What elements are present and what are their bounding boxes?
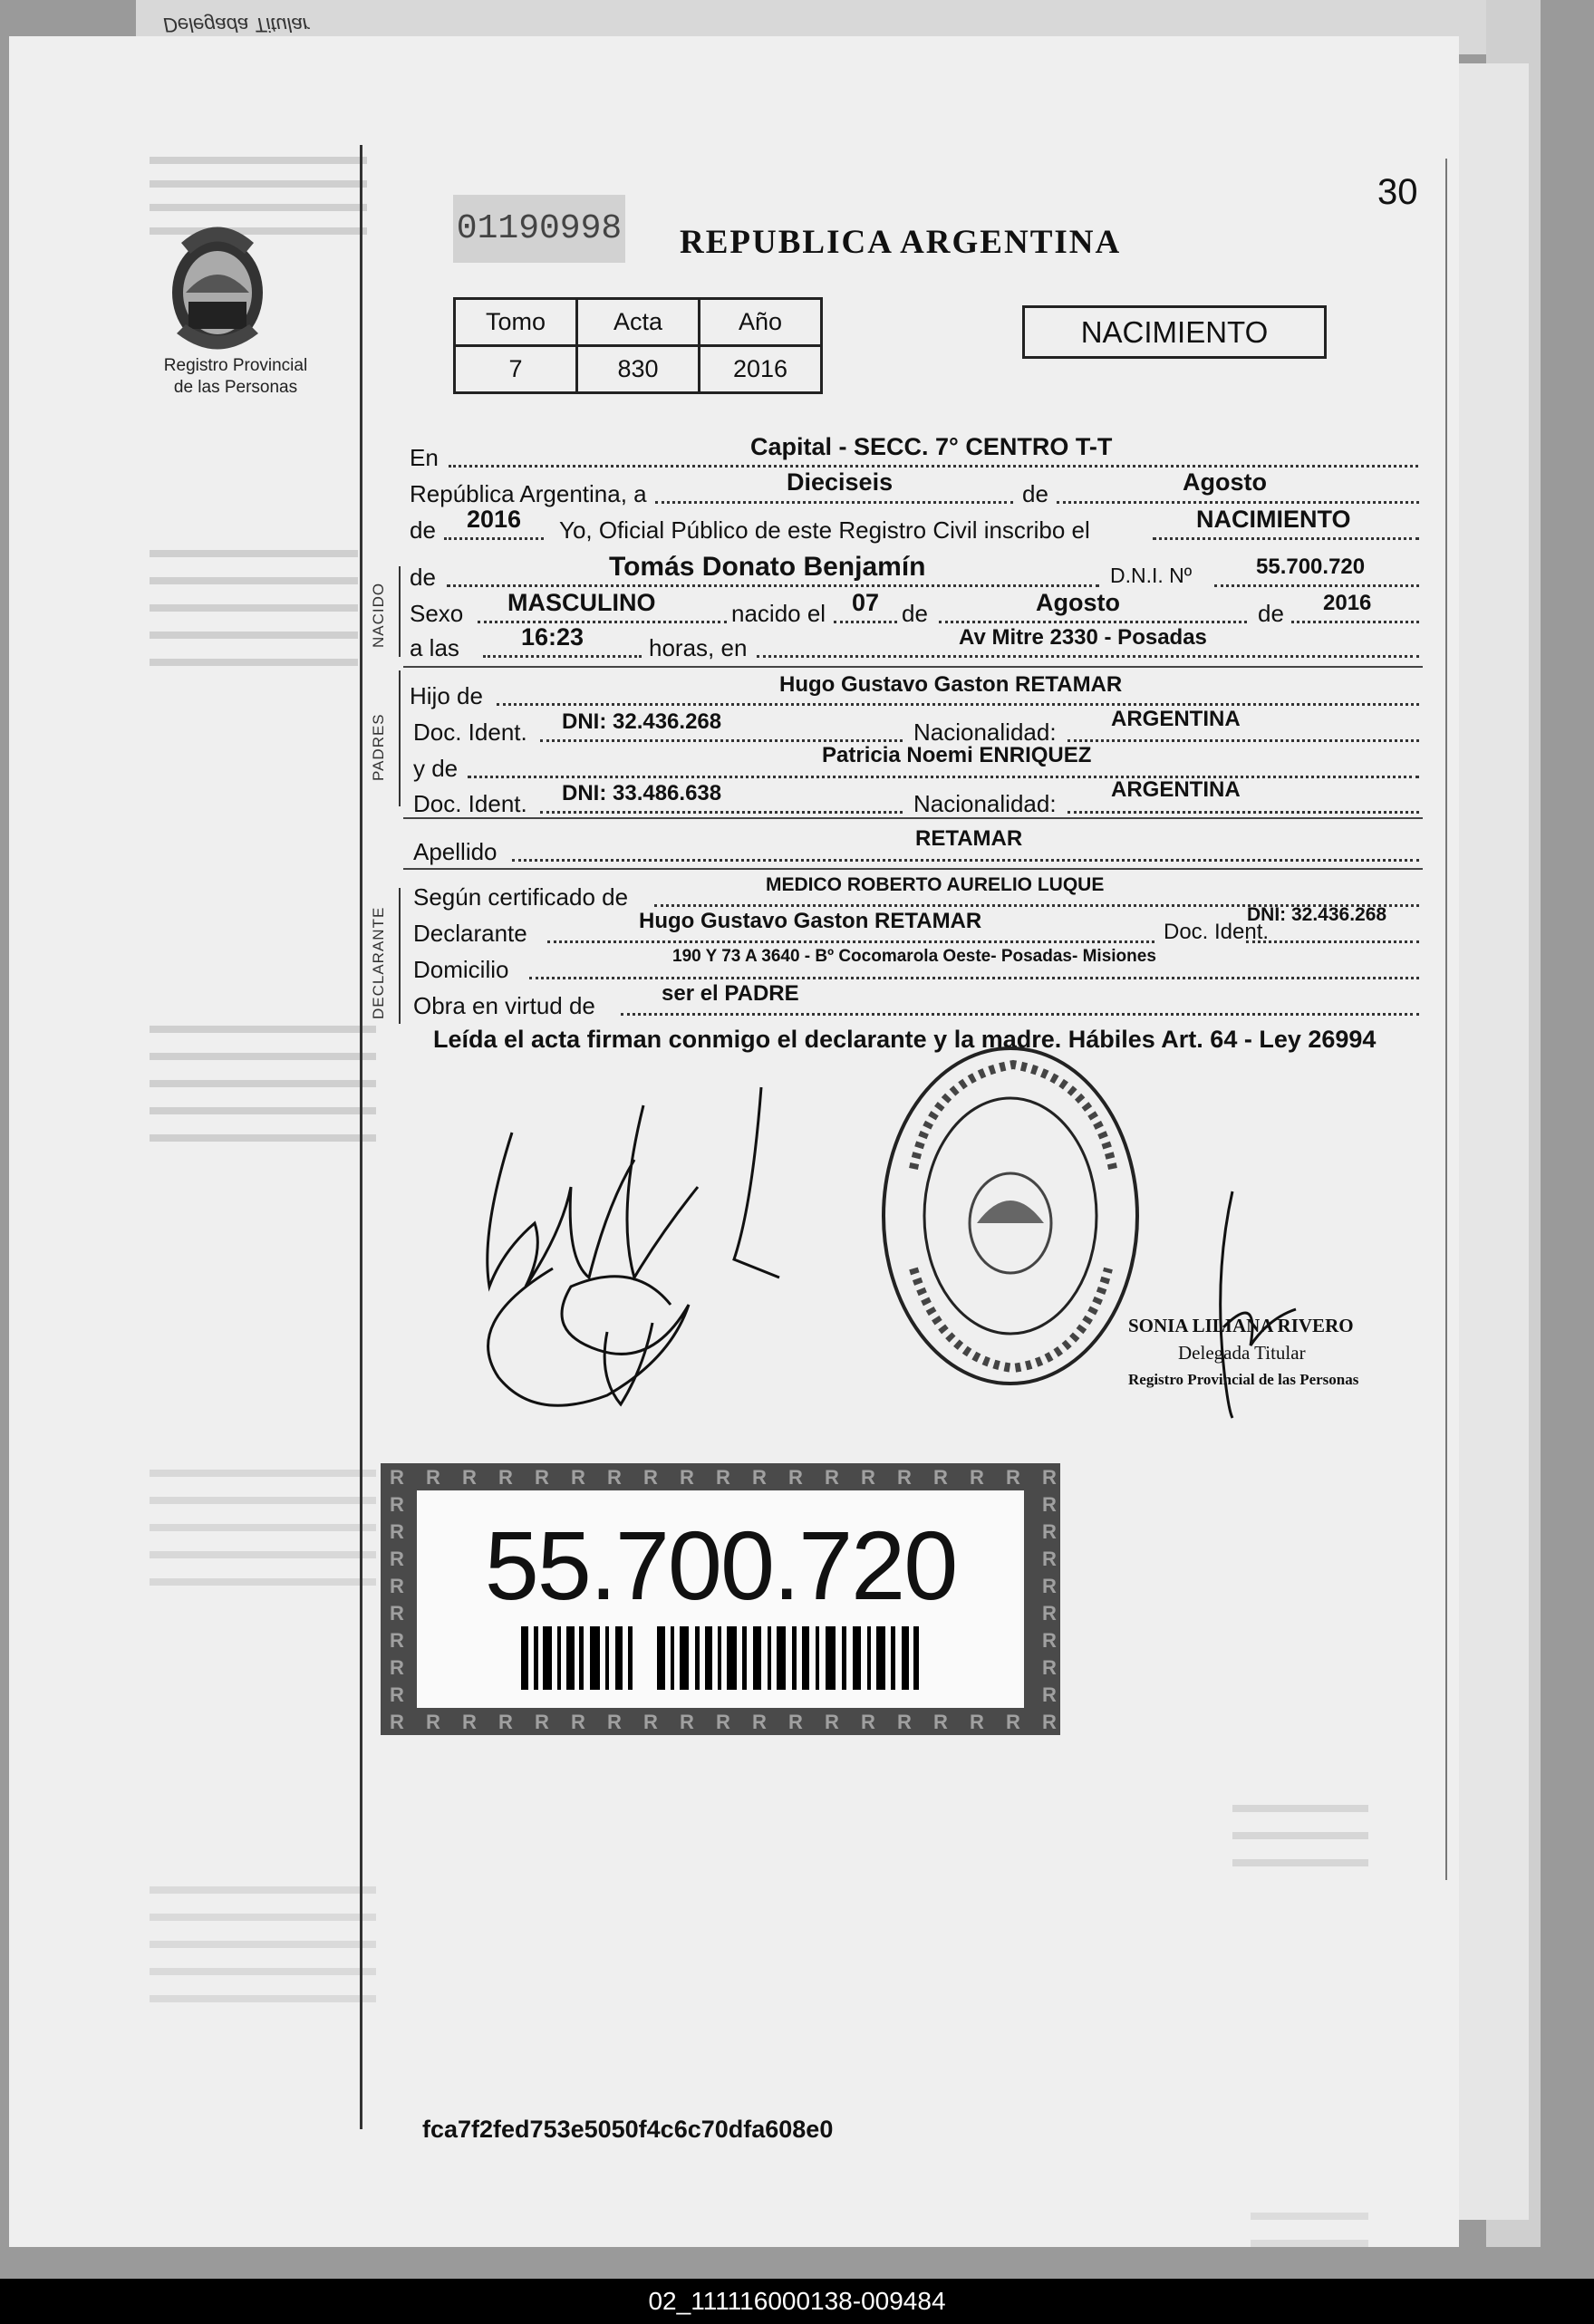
id-number: 55.700.720 — [484, 1510, 957, 1620]
nacido-year: 2016 — [1323, 591, 1372, 615]
en-value: Capital - SECC. 7° CENTRO T-T — [750, 433, 1113, 460]
official-name: SONIA LILIANA RIVERO — [1128, 1315, 1354, 1336]
year-value: 2016 — [467, 506, 522, 533]
official-org: Registro Provincial de las Personas — [1128, 1371, 1359, 1388]
dotted-line — [621, 1013, 1419, 1016]
dotted-line — [1057, 501, 1419, 504]
madre-value: Patricia Noemi ENRIQUEZ — [822, 743, 1092, 767]
doc3-label: Doc. Ident. — [1164, 920, 1270, 944]
section-rule — [399, 566, 401, 657]
table-cell-acta: 830 — [577, 346, 700, 393]
sexo-value: MASCULINO — [507, 589, 656, 616]
mirrored-header-text: Delegada Titular — [163, 14, 310, 36]
dni-label: D.N.I. Nº — [1110, 564, 1193, 587]
dotted-line — [547, 940, 1154, 943]
en-label: En — [410, 444, 439, 471]
page-stack-edge — [1450, 63, 1529, 2220]
nacido-label: nacido el — [731, 600, 826, 627]
closing-statement: Leída el acta firman conmigo el declarante y la madre. Hábiles Art. 64 - Ley 26994 — [433, 1026, 1377, 1053]
misiones-coat-of-arms-icon — [163, 207, 272, 361]
apellido-value: RETAMAR — [915, 826, 1023, 851]
dotted-line — [512, 859, 1419, 862]
child-name-value: Tomás Donato Benjamín — [609, 552, 926, 582]
doc-label: Doc. Ident. — [413, 718, 527, 746]
padre-value: Hugo Gustavo Gaston RETAMAR — [779, 672, 1123, 697]
declarante-value: Hugo Gustavo Gaston RETAMAR — [639, 909, 982, 933]
bleed-through — [150, 1006, 376, 1142]
bleed-through — [150, 1866, 376, 2002]
separator — [403, 666, 1423, 668]
alas-label: a las — [410, 634, 459, 661]
table-header: Año — [700, 299, 822, 346]
id-barcode-label — [381, 1463, 1060, 1735]
label-white-area — [417, 1490, 1024, 1708]
registry-caption: Registro Provincial de las Personas — [163, 356, 308, 397]
padre-doc: DNI: 32.436.268 — [562, 709, 722, 734]
nacido-month: Agosto — [1036, 589, 1120, 616]
sexo-label: Sexo — [410, 600, 464, 627]
nac-label: Nacionalidad: — [913, 718, 1057, 746]
segun-label: Según certificado de — [413, 883, 629, 911]
serial-number: 01190998 — [453, 195, 625, 263]
obra-value: ser el PADRE — [662, 981, 799, 1006]
doc2-label: Doc. Ident. — [413, 790, 527, 817]
dni-value: 55.700.720 — [1256, 554, 1366, 579]
bleed-through — [150, 1450, 376, 1586]
oficial-label: Yo, Oficial Público de este Registro Civil inscribo el — [559, 516, 1090, 544]
republica-label: República Argentina, a — [410, 480, 647, 507]
domicilio-label: Domicilio — [413, 956, 509, 983]
apellido-label: Apellido — [413, 838, 498, 865]
dotted-line — [1067, 739, 1419, 742]
official-block — [1128, 1312, 1358, 1393]
de3-label: de — [410, 564, 436, 591]
certificado-value: MEDICO ROBERTO AURELIO LUQUE — [766, 874, 1105, 895]
nac2-label: Nacionalidad: — [913, 790, 1057, 817]
side-label-declarante: DECLARANTE — [370, 906, 387, 1019]
dotted-line — [655, 501, 1013, 504]
official-role: Delegada Titular — [1178, 1342, 1306, 1364]
footer-id-bar — [0, 2279, 1594, 2324]
section-rule — [399, 670, 401, 806]
dotted-line — [447, 584, 1099, 587]
bleed-through — [1232, 1785, 1368, 1885]
separator — [403, 868, 1423, 870]
dotted-line — [540, 739, 903, 742]
dotted-line — [1067, 811, 1419, 814]
de-label: de — [1022, 480, 1048, 507]
month-value: Agosto — [1183, 468, 1267, 496]
table-cell-anio: 2016 — [700, 346, 822, 393]
dotted-line — [449, 465, 1418, 468]
day-value: Dieciseis — [787, 468, 894, 496]
dotted-line — [483, 655, 642, 658]
register-table — [453, 297, 823, 394]
document-title: REPUBLICA ARGENTINA — [680, 224, 1122, 261]
dotted-line — [757, 655, 1419, 658]
horas-label: horas, en — [649, 634, 748, 661]
bleed-through — [150, 530, 358, 666]
separator — [403, 817, 1423, 819]
dotted-line — [939, 621, 1247, 623]
declarante-doc: DNI: 32.436.268 — [1247, 904, 1387, 925]
act-type-box: NACIMIENTO — [1022, 305, 1327, 359]
domicilio-value: 190 Y 73 A 3640 - Bº Cocomarola Oeste- Posadas- Misiones — [672, 947, 1156, 966]
inscribo-value: NACIMIENTO — [1196, 506, 1351, 533]
signatures-graphic — [462, 1051, 807, 1450]
madre-doc: DNI: 33.486.638 — [562, 781, 722, 805]
dotted-line — [1246, 940, 1419, 943]
dotted-line — [1214, 584, 1419, 587]
official-stamp-icon — [877, 1042, 1145, 1391]
hora-value: 16:23 — [521, 623, 584, 651]
padre-nac: ARGENTINA — [1111, 707, 1241, 731]
lugar-value: Av Mitre 2330 - Posadas — [959, 625, 1207, 650]
nacido-day: 07 — [852, 589, 880, 616]
left-margin-line — [360, 145, 362, 2129]
right-margin-line — [1445, 159, 1447, 1880]
de4-label: de — [902, 600, 928, 627]
dotted-line — [444, 537, 544, 540]
page-number: 30 — [1377, 172, 1418, 212]
madre-nac: ARGENTINA — [1111, 777, 1241, 802]
table-header: Tomo — [455, 299, 577, 346]
dotted-line — [1291, 621, 1419, 623]
de2-label: de — [410, 516, 436, 544]
obra-label: Obra en virtud de — [413, 992, 595, 1019]
declarante-label: Declarante — [413, 920, 527, 947]
dotted-line — [540, 811, 903, 814]
table-cell-tomo: 7 — [455, 346, 577, 393]
side-label-nacido: NACIDO — [370, 582, 387, 648]
bleed-through — [1251, 2193, 1368, 2247]
footer-id: 02_111116000138-009484 — [648, 2287, 946, 2315]
barcode-icon — [521, 1626, 920, 1690]
section-rule — [399, 888, 401, 1024]
dotted-line — [1153, 537, 1419, 540]
de5-label: de — [1258, 600, 1284, 627]
dotted-line — [478, 621, 727, 623]
dotted-line — [834, 621, 897, 623]
dotted-line — [468, 776, 1419, 778]
dotted-line — [529, 977, 1419, 979]
document-hash: fca7f2fed753e5050f4c6c70dfa608e0 — [422, 2116, 834, 2143]
yde-label: y de — [413, 755, 459, 782]
table-header: Acta — [577, 299, 700, 346]
hijo-label: Hijo de — [410, 682, 483, 709]
side-label-padres: PADRES — [370, 713, 387, 781]
dotted-line — [497, 703, 1419, 706]
